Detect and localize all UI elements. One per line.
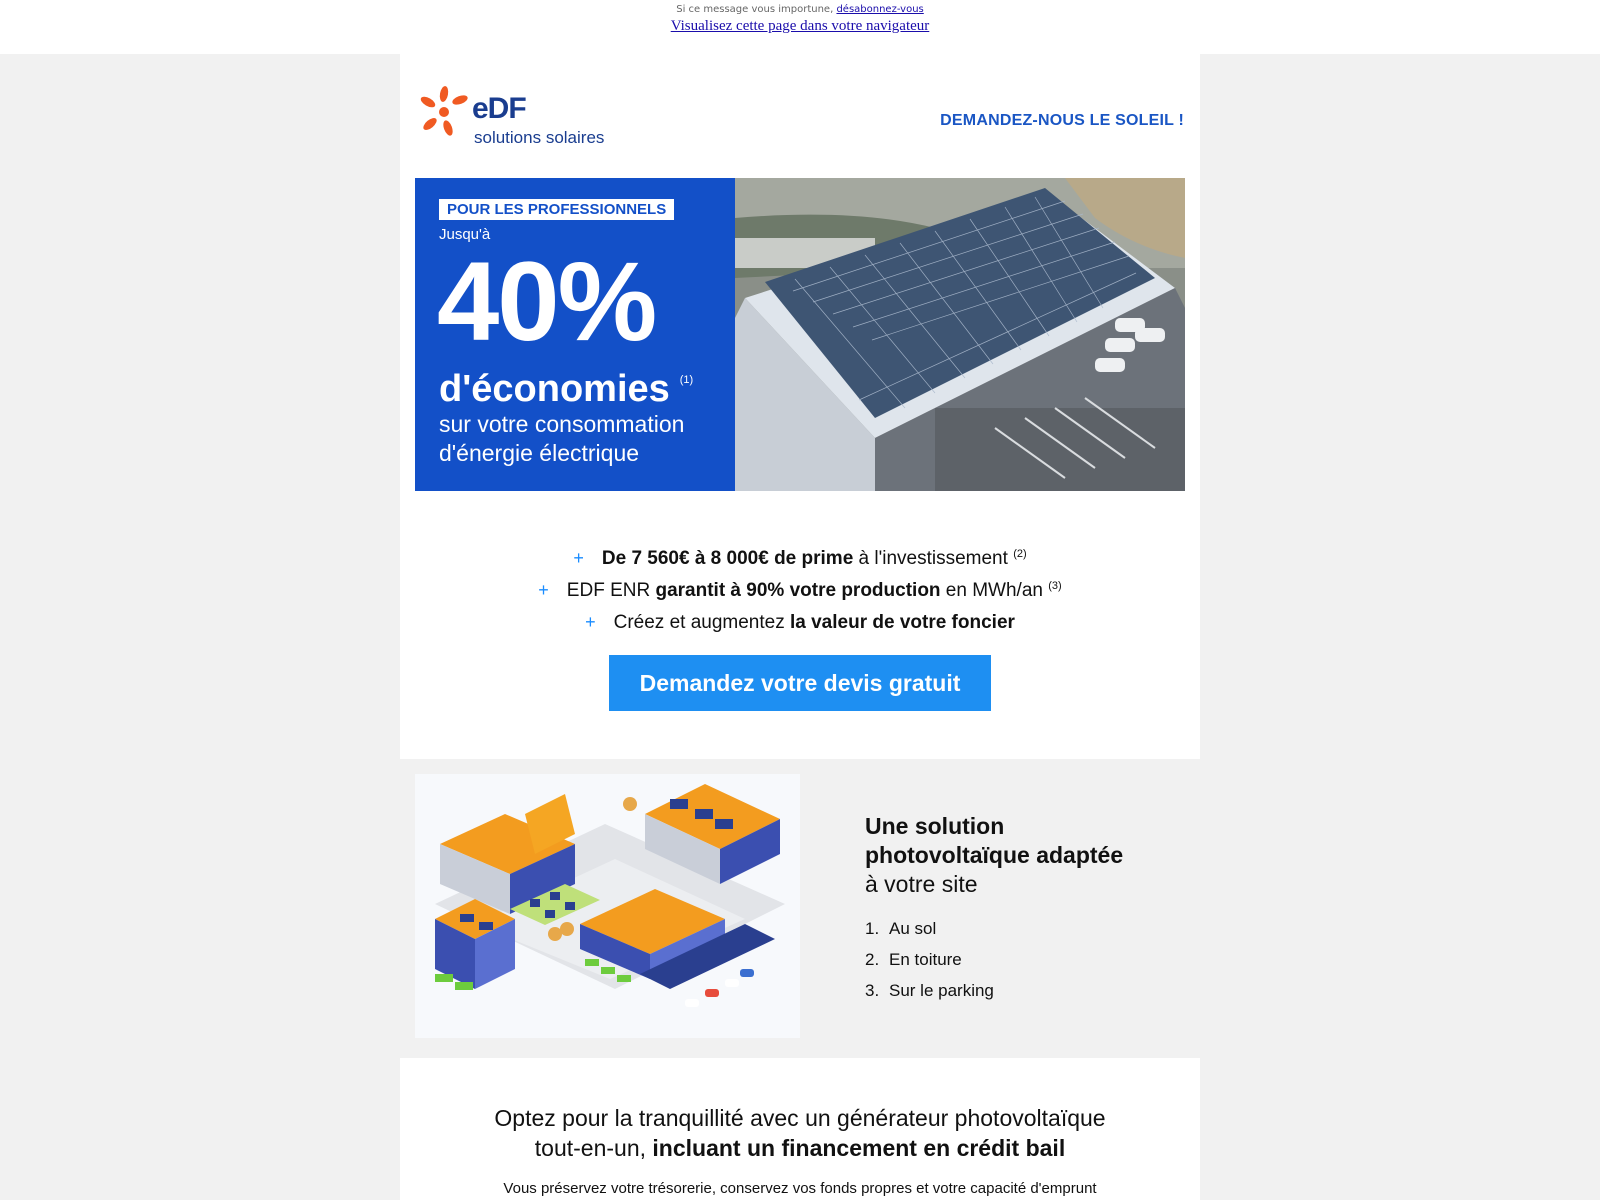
- list-item: [865, 913, 1185, 944]
- financing-title-line1: Optez pour la tranquillité avec un générateur photovoltaïque: [494, 1105, 1106, 1131]
- benefit-note: (2): [1013, 548, 1027, 560]
- benefits-list: [400, 542, 1200, 638]
- benefit-text: en MWh/an: [940, 580, 1049, 601]
- financing-title-line2: tout-en-un,: [534, 1135, 653, 1161]
- benefit-bold: De 7 560€ à 8 000€ de prime: [601, 548, 854, 569]
- financing-subtitle: Vous préservez votre trésorerie, conservez vos fonds propres et votre capacité d'emprunt: [503, 1180, 1097, 1197]
- solution-title-line1: Une solution: [865, 813, 1005, 839]
- hero-banner[interactable]: [415, 178, 1185, 491]
- hero-savings-text: d'économies: [439, 368, 670, 410]
- hero-savings: [439, 368, 693, 411]
- hero-consumption: [439, 410, 684, 468]
- hero-consumption-line1: sur votre consommation: [439, 411, 685, 437]
- benefit-item: [400, 606, 1200, 638]
- benefit-text: Créez et augmentez: [613, 612, 790, 633]
- edf-logo[interactable]: [416, 84, 636, 154]
- plus-icon: +: [585, 612, 596, 632]
- list-item: [865, 944, 1185, 975]
- list-item: [865, 975, 1185, 1006]
- list-item-number: 3.: [865, 981, 880, 1000]
- edf-sun-icon: [416, 84, 472, 140]
- hero-savings-note: (1): [679, 374, 694, 386]
- benefit-item: [400, 574, 1200, 606]
- benefit-item: [400, 542, 1200, 574]
- list-item-number: 2.: [865, 950, 880, 969]
- solution-title-line2: photovoltaïque adaptée: [865, 842, 1124, 868]
- preheader-notice-text: Si ce message vous importune,: [676, 4, 834, 15]
- hero-consumption-line2: d'énergie électrique: [439, 440, 640, 466]
- benefit-bold: la valeur de votre foncier: [789, 612, 1015, 633]
- quote-request-button[interactable]: Demandez votre devis gratuit: [609, 655, 991, 711]
- header-tagline[interactable]: DEMANDEZ-NOUS LE SOLEIL !: [940, 112, 1184, 129]
- hero-upto: Jusqu'à: [439, 226, 491, 243]
- audience-badge: POUR LES PROFESSIONNELS: [439, 199, 674, 220]
- list-item-label: Sur le parking: [889, 981, 994, 1000]
- preheader: [0, 0, 1600, 54]
- email-main-section: [400, 54, 1200, 759]
- benefit-bold: garantit à 90% votre production: [655, 580, 941, 601]
- hero-offer-panel: [415, 178, 735, 491]
- benefit-note: (3): [1048, 580, 1062, 592]
- list-item-label: Au sol: [889, 919, 937, 938]
- list-item-label: En toiture: [889, 950, 962, 969]
- solution-options-list: [865, 913, 1185, 1006]
- hero-percent: 40%: [437, 239, 656, 364]
- view-in-browser-link[interactable]: Visualisez cette page dans votre navigateur: [670, 18, 930, 34]
- logo-brand: eDF: [472, 92, 526, 125]
- financing-title: [400, 1103, 1200, 1163]
- financing-section: [400, 1058, 1200, 1200]
- plus-icon: +: [573, 548, 584, 568]
- unsubscribe-link[interactable]: désabonnez-vous: [836, 4, 924, 15]
- plus-icon: +: [538, 580, 549, 600]
- solution-title: [865, 812, 1185, 899]
- photovoltaic-sites-illustration: [415, 774, 800, 1038]
- benefit-text: à l'investissement: [853, 548, 1014, 569]
- benefit-text: EDF ENR: [566, 580, 656, 601]
- financing-title-bold: incluant un financement en crédit bail: [652, 1135, 1066, 1161]
- solution-title-line3: à votre site: [865, 871, 978, 897]
- preheader-notice: [0, 4, 1600, 15]
- hero-solar-roof-photo: [735, 178, 1185, 491]
- solution-block: [865, 812, 1185, 1006]
- list-item-number: 1.: [865, 919, 880, 938]
- logo-subtitle: solutions solaires: [474, 128, 605, 147]
